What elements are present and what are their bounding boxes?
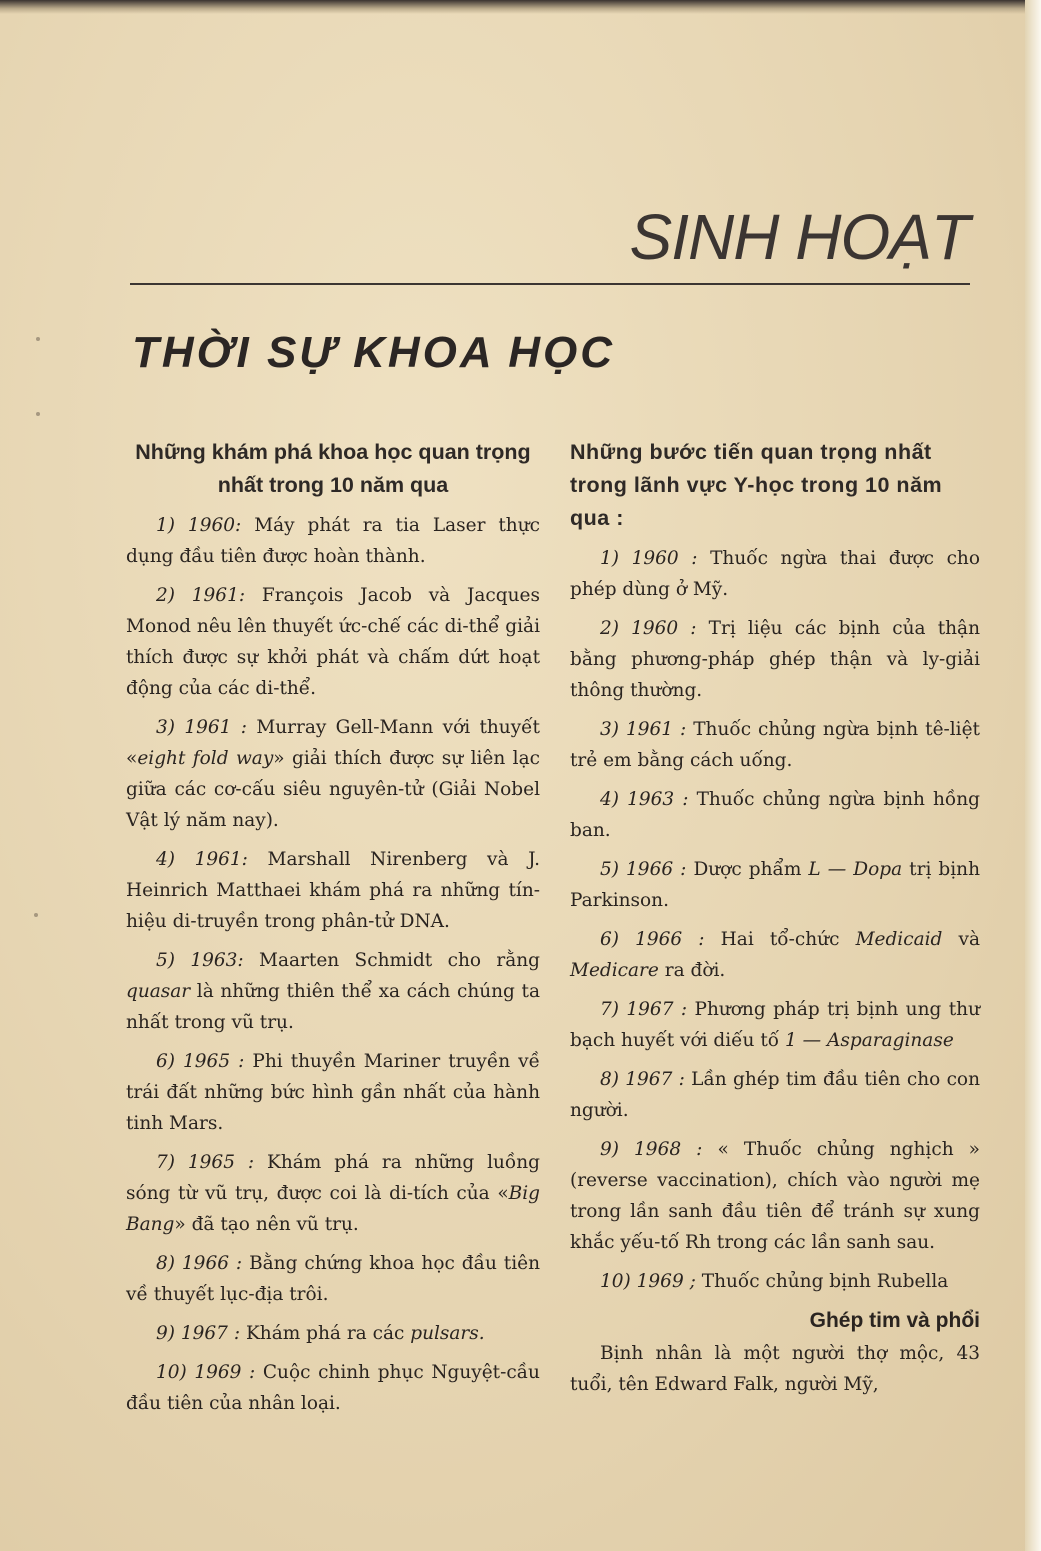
list-item — [126, 844, 540, 937]
list-item — [570, 714, 980, 776]
section-title: SINH HOẠT — [629, 201, 969, 273]
paper-speck — [34, 913, 38, 917]
entry-text: Marshall Nirenberg và J. Heinrich Matthaei khám phá ra những tín-hiệu di-truyền trong phân-tử DNA. — [126, 849, 540, 932]
entry-text: « Thuốc chủng nghịch » (reverse vaccination), chích vào người mẹ trong lần sanh đầu tiên để tránh sự xung khắc yếu-tố Rh trong các lần sanh sau. — [570, 1139, 980, 1253]
list-item — [126, 1147, 540, 1240]
entry-text: Lần ghép tim đầu tiên cho con người. — [570, 1069, 980, 1121]
entry-text: và — [958, 929, 980, 950]
entry-number: 5) 1963: — [156, 950, 244, 971]
entry-number: 4) 1961: — [156, 849, 248, 870]
entry-text: Maarten Schmidt cho rằng — [259, 950, 541, 971]
entry-emphasis: quasar — [126, 981, 191, 1002]
entry-number: 6) 1966 : — [600, 929, 705, 950]
entry-emphasis: L — Dopa — [808, 859, 903, 880]
entry-number: 9) 1967 : — [156, 1323, 241, 1344]
entry-number: 8) 1966 : — [156, 1253, 243, 1274]
right-column — [570, 436, 980, 1400]
list-item — [570, 613, 980, 706]
entry-number: 1) 1960 : — [600, 548, 698, 569]
entry-text: Dược phẩm — [693, 859, 802, 880]
left-column-heading: Những khám phá khoa học quan trọng nhất trong 10 năm qua — [135, 440, 531, 497]
entry-text: Thuốc ngừa thai được cho phép dùng ở Mỹ. — [570, 548, 980, 600]
entry-text: Thuốc chủng ngừa bịnh hồng ban. — [570, 789, 980, 841]
list-item — [126, 580, 540, 704]
list-item — [126, 1357, 540, 1419]
entry-text: Khám phá ra các — [245, 1323, 405, 1344]
entry-emphasis: Medicare — [570, 960, 659, 981]
header-rule — [130, 283, 970, 285]
list-item — [570, 1266, 980, 1297]
headline: THỜI SỰ KHOA HỌC — [132, 328, 616, 377]
list-item — [126, 510, 540, 572]
entry-number: 7) 1967 : — [600, 999, 688, 1020]
entry-emphasis: 1 — Asparaginase — [784, 1030, 954, 1051]
entry-text: » giải thích được sự liên lạc giữa các cơ-cấu siêu nguyên-tử (Giải Nobel Vật lý năm nay). — [126, 748, 540, 831]
list-item — [570, 1134, 980, 1258]
list-item — [570, 543, 980, 605]
entry-text: Hai tổ-chức — [720, 929, 840, 950]
entry-text: Bằng chứng khoa học đầu tiên về thuyết lục-địa trôi. — [126, 1253, 540, 1305]
list-item — [570, 1064, 980, 1126]
entry-text: Phi thuyền Mariner truyền về trái đất những bức hình gần nhất của hành tinh Mars. — [126, 1051, 540, 1134]
entry-emphasis: pulsars. — [410, 1323, 485, 1344]
entry-number: 4) 1963 : — [600, 789, 689, 810]
list-item — [570, 784, 980, 846]
paper-speck — [36, 337, 40, 341]
body-paragraph: Bịnh nhân là một người thợ mộc, 43 tuổi, tên Edward Falk, người Mỹ, — [570, 1343, 980, 1395]
entry-text: » đã tạo nên vũ trụ. — [174, 1214, 359, 1235]
right-column-heading: Những bước tiến quan trọng nhất trong lãnh vực Y-học trong 10 năm qua : — [570, 440, 943, 530]
entry-number: 8) 1967 : — [600, 1069, 685, 1090]
list-item — [570, 994, 980, 1056]
entry-text: Máy phát ra tia Laser thực dụng đầu tiên được hoàn thành. — [126, 515, 540, 567]
entry-text: ra đời. — [664, 960, 726, 981]
list-item — [126, 712, 540, 836]
entry-emphasis: Big Bang — [126, 1183, 540, 1235]
entry-number: 9) 1968 : — [600, 1139, 703, 1160]
entry-text: Trị liệu các bịnh của thận bằng phương-pháp ghép thận và ly-giải thông thường. — [570, 618, 980, 701]
entry-number: 7) 1965 : — [156, 1152, 255, 1173]
entry-number: 5) 1966 : — [600, 859, 687, 880]
entry-text: Thuốc chủng ngừa bịnh tê-liệt trẻ em bằng cách uống. — [570, 719, 980, 771]
list-item — [570, 924, 980, 986]
list-item — [126, 1046, 540, 1139]
entry-number: 6) 1965 : — [156, 1051, 245, 1072]
entry-text: là những thiên thể xa cách chúng ta nhất trong vũ trụ. — [126, 981, 540, 1033]
entry-text: Cuộc chinh phục Nguyệt-cầu đầu tiên của nhân loại. — [126, 1362, 540, 1414]
entry-number: 2) 1960 : — [600, 618, 697, 639]
entry-text: trị bịnh Parkinson. — [570, 859, 980, 911]
entry-emphasis: eight fold way — [137, 748, 274, 769]
list-item — [126, 1318, 540, 1349]
list-item — [126, 1248, 540, 1310]
page-right-edge — [1025, 0, 1041, 1551]
entry-text: Khám phá ra những luồng sóng từ vũ trụ, được coi là di-tích của « — [126, 1152, 540, 1204]
list-item — [126, 945, 540, 1038]
entry-text: Phương pháp trị bịnh ung thư bạch huyết với diếu tố — [570, 999, 980, 1051]
paper-speck — [36, 412, 40, 416]
entry-text: François Jacob và Jacques Monod nêu lên thuyết ức-chế các di-thể giải thích được sự khởi phát và chấm dứt hoạt động của các di-thể. — [126, 585, 540, 699]
list-item — [570, 854, 980, 916]
entry-number: 3) 1961 : — [156, 717, 247, 738]
subheading: Ghép tim và phổi — [809, 1309, 980, 1332]
entry-text: Murray Gell-Mann với thuyết « — [126, 717, 540, 769]
entry-text: Thuốc chủng bịnh Rubella — [701, 1271, 949, 1292]
entry-number: 10) 1969 ; — [600, 1271, 696, 1292]
entry-number: 2) 1961: — [156, 585, 246, 606]
entry-number: 3) 1961 : — [600, 719, 687, 740]
left-column — [126, 436, 540, 1427]
entry-number: 10) 1969 : — [156, 1362, 256, 1383]
entry-emphasis: Medicaid — [855, 929, 943, 950]
page-top-edge — [0, 0, 1041, 14]
entry-number: 1) 1960: — [156, 515, 242, 536]
